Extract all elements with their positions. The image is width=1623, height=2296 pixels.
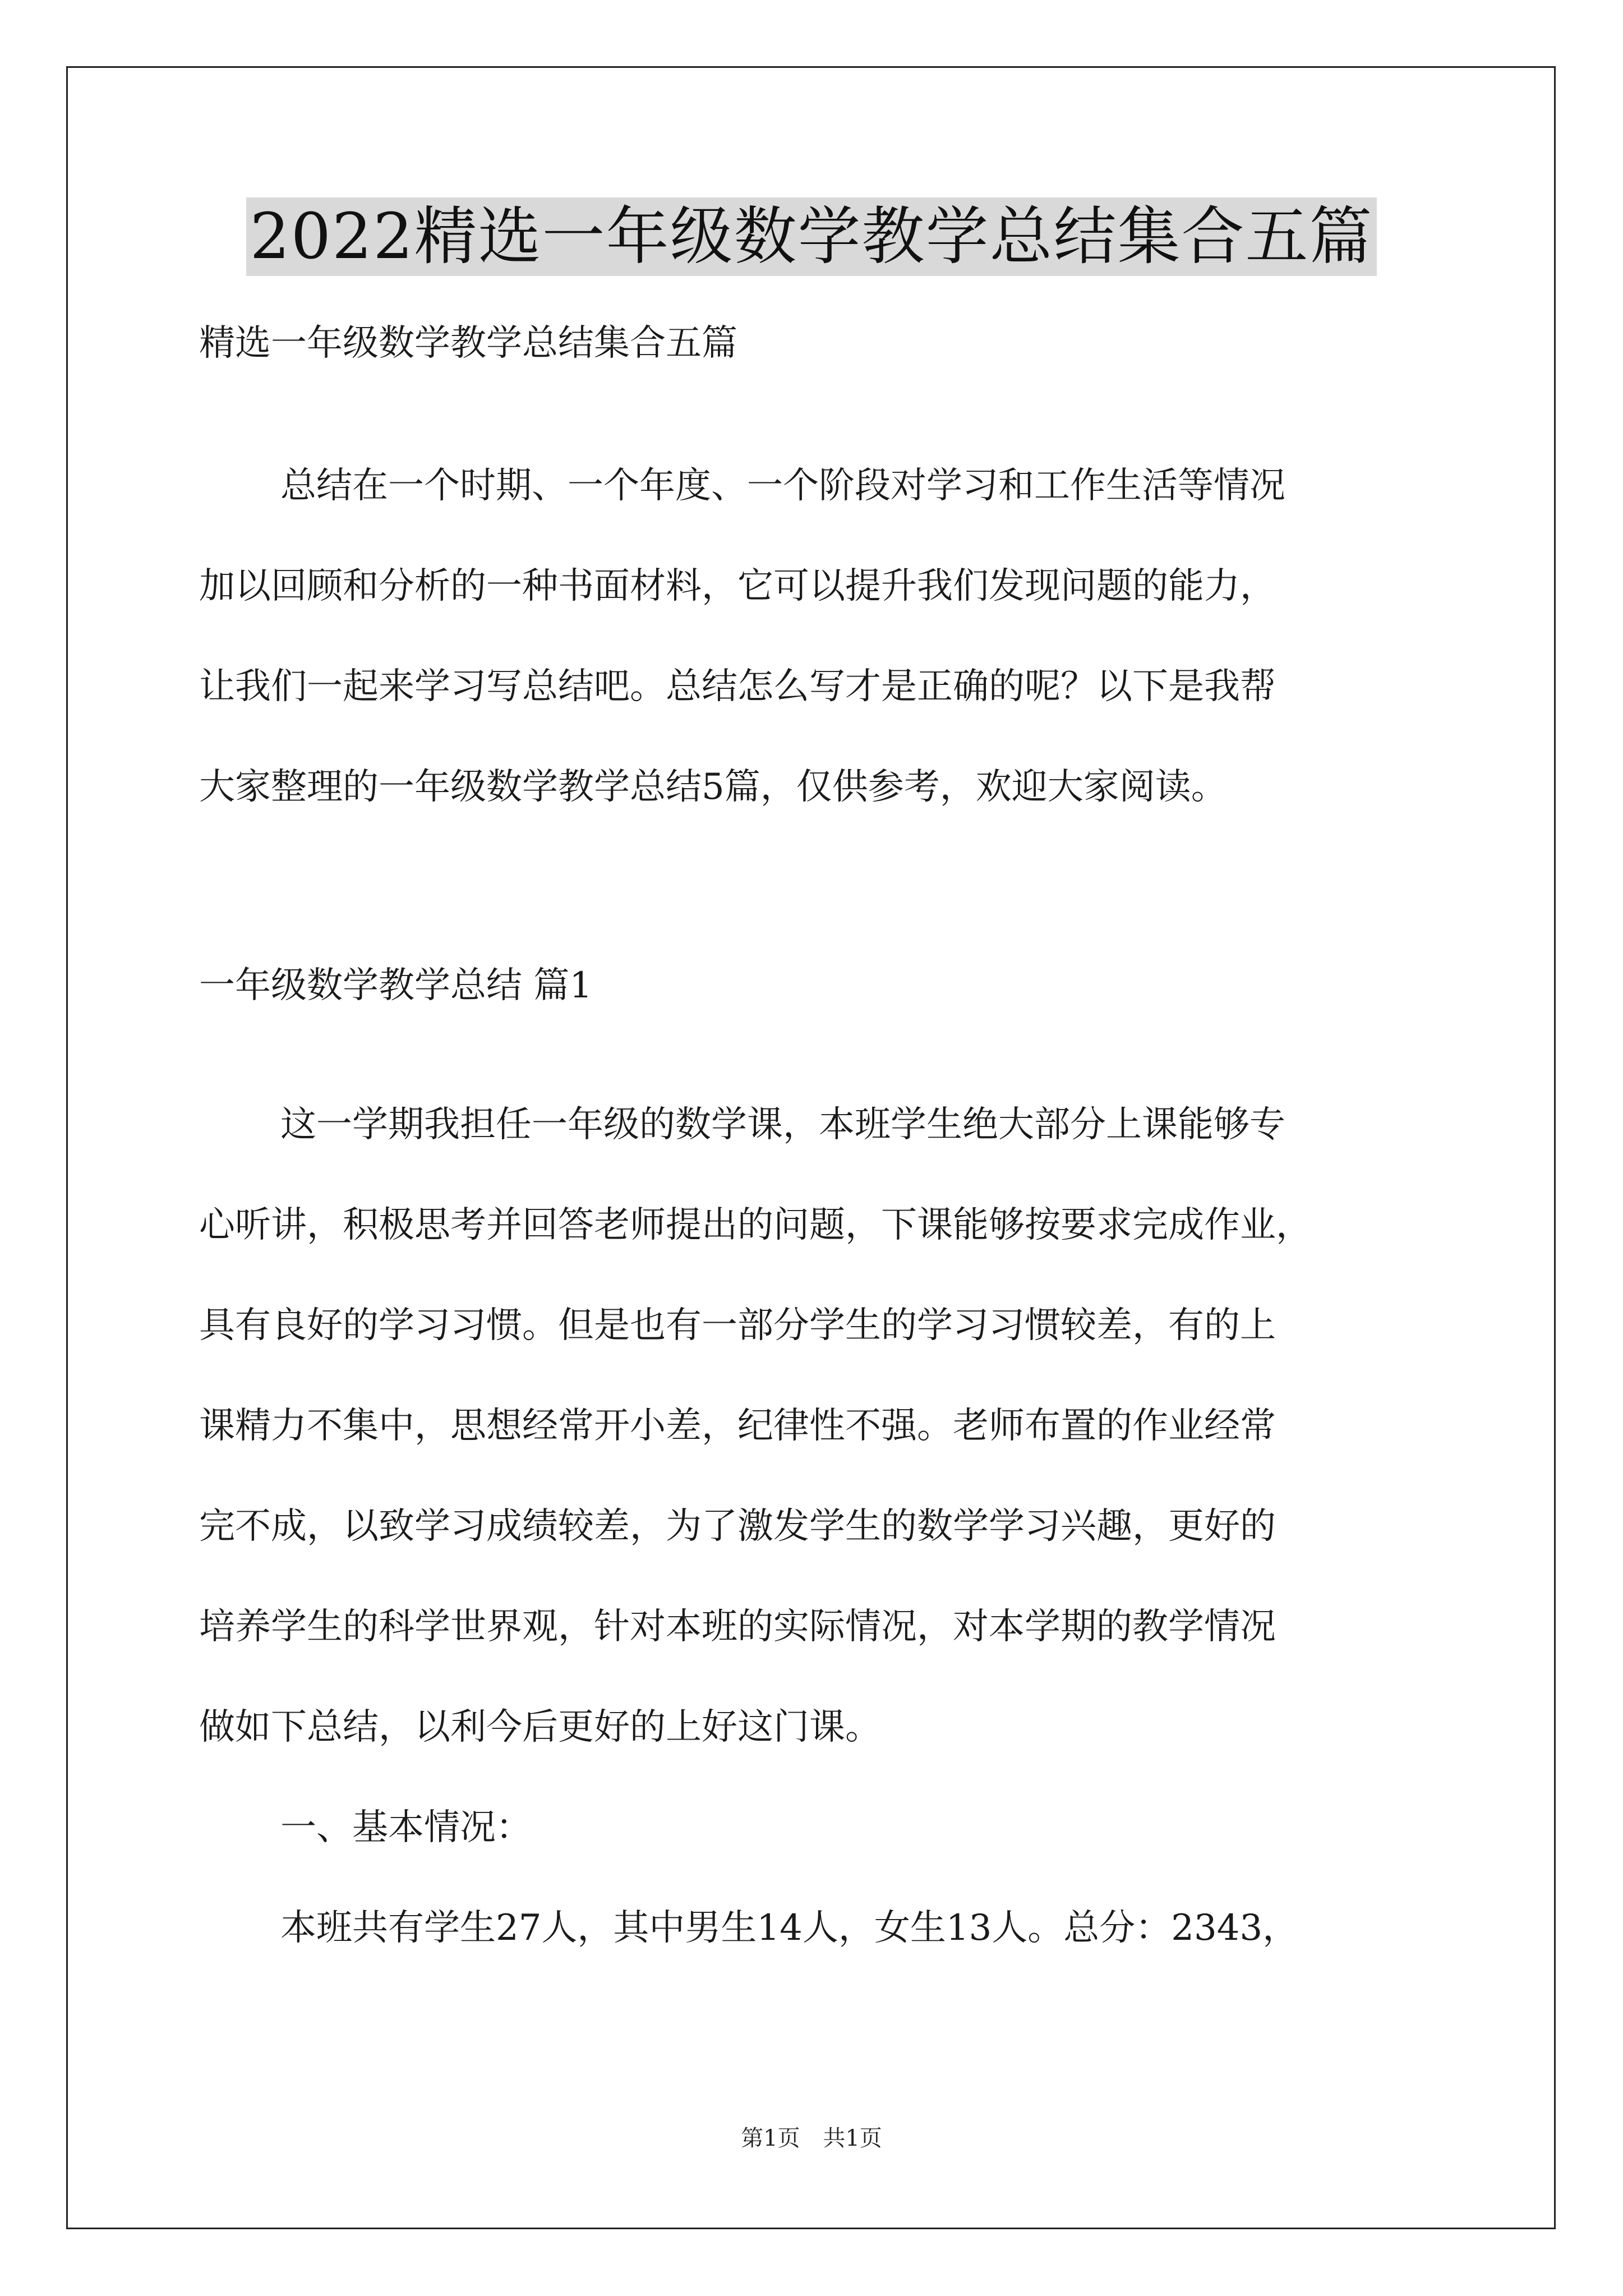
page-number: 第1页 bbox=[741, 2125, 800, 2151]
page-total: 共1页 bbox=[823, 2125, 882, 2151]
document-subtitle: 精选一年级数学教学总结集合五篇 bbox=[199, 323, 737, 364]
document-title: 2022精选一年级数学教学总结集合五篇 bbox=[246, 197, 1376, 276]
page-border bbox=[66, 66, 1556, 2229]
stats-line: 本班共有学生27人，其中男生14人，女生13人。总分：2343， bbox=[280, 1907, 1299, 1949]
section-line-7: 做如下总结，以利今后更好的上好这门课。 bbox=[199, 1706, 881, 1748]
intro-line-2: 加以回顾和分析的一种书面材料，它可以提升我们发现问题的能力， bbox=[199, 565, 1276, 607]
section-line-3: 具有良好的学习习惯。但是也有一部分学生的学习习惯较差，有的上 bbox=[199, 1305, 1276, 1346]
intro-line-3: 让我们一起来学习写总结吧。总结怎么写才是正确的呢？以下是我帮 bbox=[199, 666, 1276, 707]
intro-line-1: 总结在一个时期、一个年度、一个阶段对学习和工作生活等情况 bbox=[280, 465, 1285, 507]
section-line-4: 课精力不集中，思想经常开小差，纪律性不强。老师布置的作业经常 bbox=[199, 1405, 1276, 1447]
page-footer bbox=[0, 2124, 1623, 2152]
sub-heading: 一、基本情况： bbox=[280, 1807, 532, 1848]
section-line-2: 心听讲，积极思考并回答老师提出的问题，下课能够按要求完成作业， bbox=[199, 1204, 1312, 1246]
section-line-6: 培养学生的科学世界观，针对本班的实际情况，对本学期的教学情况 bbox=[199, 1606, 1276, 1648]
intro-line-4: 大家整理的一年级数学教学总结5篇，仅供参考，欢迎大家阅读。 bbox=[199, 766, 1227, 808]
section-line-1: 这一学期我担任一年级的数学课，本班学生绝大部分上课能够专 bbox=[280, 1104, 1285, 1145]
section-heading: 一年级数学教学总结 篇1 bbox=[199, 965, 593, 1006]
title-container bbox=[0, 197, 1623, 276]
section-line-5: 完不成，以致学习成绩较差，为了激发学生的数学学习兴趣，更好的 bbox=[199, 1506, 1276, 1547]
